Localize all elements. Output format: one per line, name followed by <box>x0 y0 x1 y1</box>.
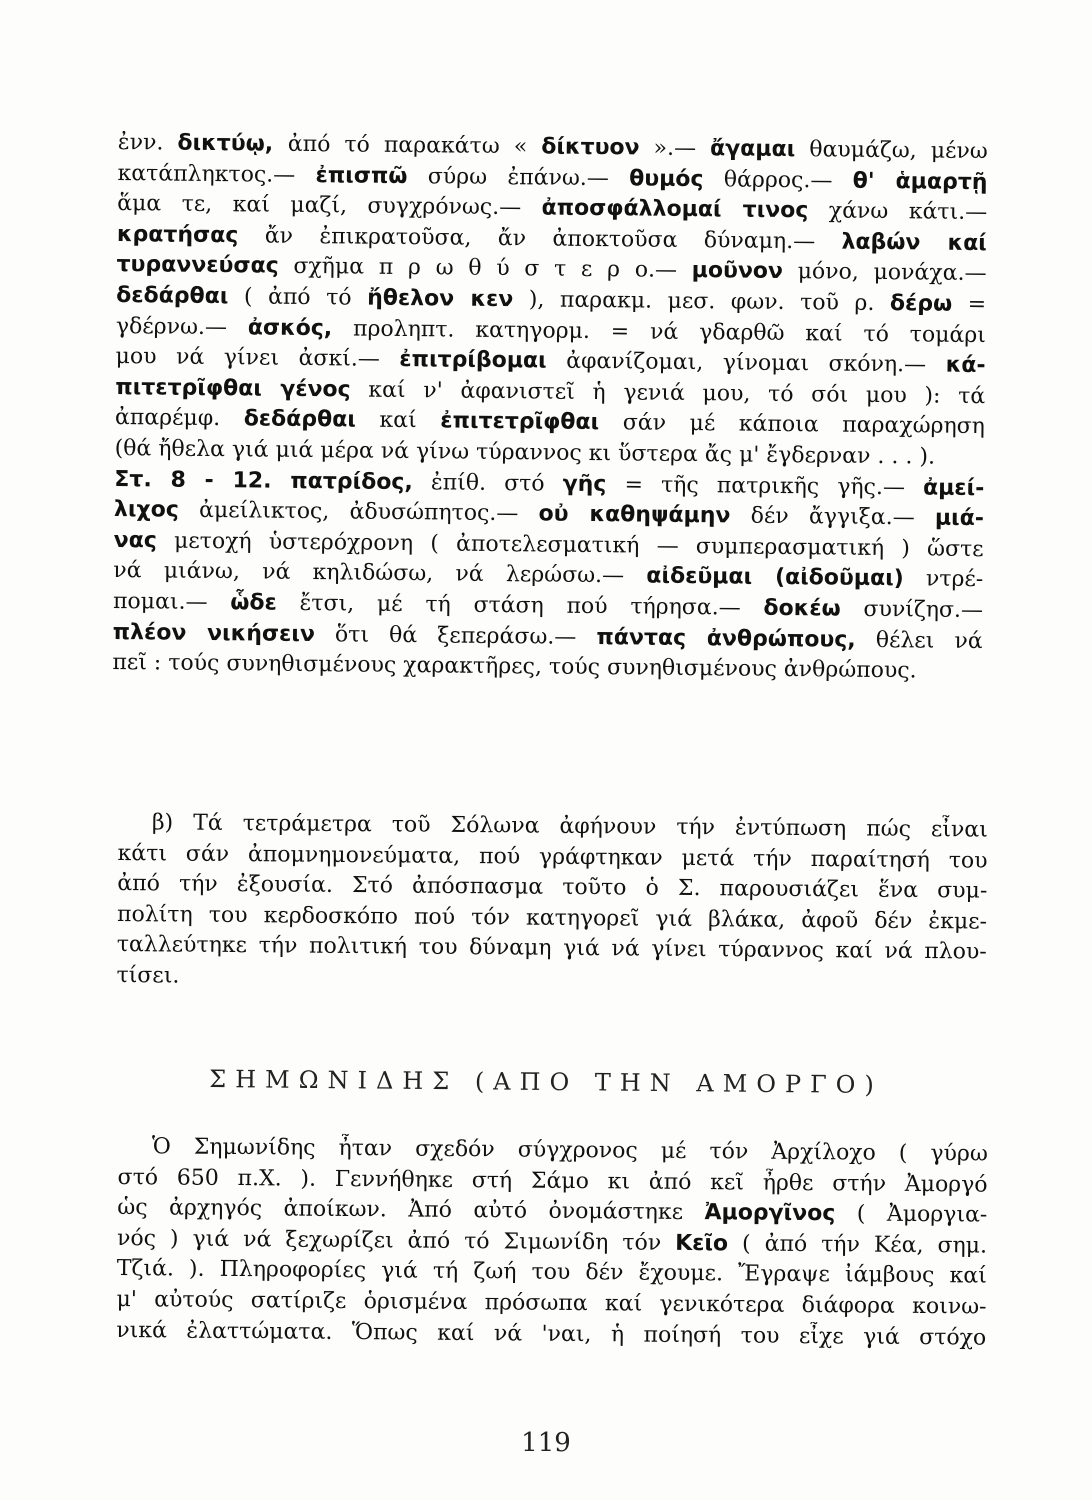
headword: αἰδεῦμαι (αἰδοῦμαι) <box>646 563 904 592</box>
headword: δεδάρθαι <box>116 282 229 310</box>
headword: δεδάρθαι <box>243 406 357 433</box>
gloss-text: πεῖ : τούς συνηθισμένους χαρακτῆρες, τούς συνηθισμένους ἀνθρώπους. <box>112 650 917 684</box>
simonides-intro <box>116 1132 988 1354</box>
headword: γῆς <box>562 471 607 497</box>
headword: νας <box>113 527 157 554</box>
headword: ἀμεί- <box>922 474 985 501</box>
gloss-text: ὡς ἀρχηγός ἀποίκων. Ἀπό αὐτό ὀνομάστηκε <box>117 1195 705 1226</box>
headword: ἐπιτετρῖφθαι <box>440 408 600 436</box>
paragraph-line: τίσει. <box>116 962 180 989</box>
gloss-text: ὅτι θά ξεπεράσω.— <box>314 621 597 650</box>
gloss-text: Τζιά. ). Πληροφορίες γιά τή ζωή του δέν ἔχουμε. Ἔγραψε ἰάμβους καί <box>116 1256 987 1289</box>
headword: δέρω <box>889 291 953 317</box>
paragraph-line: β) Τά τετράμετρα τοῦ Σόλωνα ἀφήνουν τήν ἐντύπωση πώς εἶναι <box>151 810 988 843</box>
headword: πιτετρῖφθαι γένος <box>115 374 351 403</box>
headword: πλέον νικήσειν <box>112 619 316 647</box>
gloss-text: θάρρος.— <box>703 166 853 194</box>
gloss-text: ( ἀπό τό <box>228 284 368 311</box>
gloss-text: σχῆμα π ρ ω θ ύ σ τ ε ρ ο.— <box>278 254 692 284</box>
headword: Ἀμοργῖνος <box>704 1200 836 1227</box>
paragraph-line: ἀπό τήν ἐξουσία. Στό ἀπόσπασμα τοῦτο ὁ Σ. παρουσιάζει ἕνα συμ- <box>117 871 988 904</box>
gloss-text: ἀφανίζομαι, γίνομαι σκόνη.— <box>546 348 946 378</box>
gloss-text: ἀπό τό παρακάτω « <box>287 131 542 160</box>
gloss-text: γδέρνω.— <box>115 313 248 340</box>
gloss-text: συνίζησ.— <box>840 596 984 623</box>
gloss-text: πομαι.— <box>112 588 231 616</box>
headword: ἐπιτρίβομαι <box>399 347 547 374</box>
headword: ὧδε <box>230 590 277 616</box>
headword: θυμός <box>629 165 704 192</box>
gloss-text: ἀπαρέμφ. <box>114 405 244 432</box>
gloss-text: νός ) γιά νά ξεχωρίζει ἀπό τό Σιμωνίδη τόν <box>116 1225 676 1256</box>
headword: πάντας ἀνθρώπους, <box>596 624 856 653</box>
gloss-text: σάν μέ κάποια παραχώρηση <box>599 410 986 440</box>
headword: κρατήσας <box>116 221 239 249</box>
gloss-text: = τῆς πατρικῆς γῆς.— <box>606 471 924 500</box>
paragraph-line: κάτι σάν ἀπομνημονεύματα, πού γράφτηκαν μετά τήν παραίτησή του <box>117 840 988 874</box>
headword: ἐπισπῶ <box>315 162 408 189</box>
gloss-text: προληπτ. κατηγορμ. = νά γδαρθῶ καί τό τομάρι <box>332 315 987 348</box>
gloss-text: ἄν ἐπικρατοῦσα, ἄν ἀποκτοῦσα δύναμη.— <box>238 223 842 255</box>
gloss-text: ἐπίθ. στό <box>412 469 563 497</box>
headword: δικτύῳ, <box>177 130 288 157</box>
gloss-text: καί ν' ἀφανιστεῖ ἡ γενιά μου, τό σόι μου ): τά <box>350 377 986 409</box>
glossary-notes <box>112 128 988 688</box>
paragraph-line: πολίτη του κερδοσκόπο πού τόν κατηγορεῖ γιά βλάκα, ἀφοῦ δέν ἐκμε- <box>116 901 988 935</box>
gloss-text: ἀμείλικτος, ἀδυσώπητος.— <box>178 497 539 527</box>
gloss-text: = <box>952 291 987 318</box>
headword: λιχος <box>113 497 179 523</box>
headword: ἀποσφάλλομαί τινος <box>541 195 809 224</box>
gloss-text: νικά ἐλαττώματα. Ὅπως καί νά 'ναι, ἡ ποίησή του εἶχε γιά στόχο <box>116 1317 987 1351</box>
gloss-text: μετοχή ὑστερόχρονη ( ἀποτελεσματική — συμπερασματική ) ὥστε <box>156 528 984 562</box>
headword: δίκτυον <box>541 134 640 161</box>
gloss-text: κατάπληκτος.— <box>117 160 316 188</box>
gloss-text: σύρω ἐπάνω.— <box>407 163 630 191</box>
gloss-text: ἐνν. <box>117 129 178 156</box>
gloss-text: ντρέ- <box>903 566 984 593</box>
gloss-text: μ' αὐτούς σατίριζε ὁρισμένα πρόσωπα καί γενικότερα διάφορα κοινω- <box>116 1286 987 1320</box>
gloss-text: δέν ἄγγιξα.— <box>730 503 936 531</box>
paragraph-beta <box>116 808 988 999</box>
gloss-text: μου νά γίνει ἀσκί.— <box>115 344 400 373</box>
gloss-text: ἅμα τε, καί μαζί, συγχρόνως.— <box>117 191 542 221</box>
gloss-text: (θά ἤθελα γιά μιά μέρα νά γίνω τύραννος κι ὕστερα ἄς μ' ἔγδερναν . . . ). <box>114 435 936 470</box>
gloss-text: ( ἀπό τήν Κέα, σημ. <box>728 1231 988 1259</box>
gloss-text: χάνω κάτι.— <box>808 198 988 226</box>
headword: μοῦνον <box>691 258 784 285</box>
gloss-text: ), παρακμ. μεσ. φων. τοῦ ρ. <box>513 287 891 317</box>
gloss-text: Ὁ Σημωνίδης ἦταν σχεδόν σύγχρονος μέ τόν Ἀρχίλοχο ( γύρω <box>151 1134 988 1167</box>
headword: ἀσκός, <box>247 314 333 341</box>
headword: θ' ἁμαρτῇ <box>852 168 988 195</box>
gloss-text: καί <box>355 407 441 434</box>
gloss-text: στό 650 π.Χ. ). Γεννήθηκε στή Σάμο κι ἀπό κεῖ ἦρθε στήν Ἀμοργό <box>117 1164 988 1198</box>
headword: κά- <box>945 352 986 379</box>
gloss-text: μόνο, μονάχα.— <box>782 259 987 287</box>
gloss-text: νά μιάνω, νά κηλιδώσω, νά λερώσω.— <box>113 558 647 589</box>
headword: Κεῖο <box>675 1230 729 1257</box>
headword: ἤθελον κεν <box>367 285 514 313</box>
gloss-text: θέλει νά <box>855 627 983 654</box>
headword: οὐ καθηψάμην <box>538 501 731 529</box>
gloss-text: ( Ἀμοργια- <box>835 1201 988 1228</box>
headword: μιά- <box>934 505 985 532</box>
page-number: 119 <box>521 1428 571 1458</box>
headword: λαβών καί <box>841 229 987 256</box>
paragraph-line: ταλλεύτηκε τήν πολιτική του δύναμη γιά νά γίνει τύραννος καί νά πλου- <box>116 932 987 965</box>
gloss-text: θαυμάζω, μένω <box>795 137 988 165</box>
gloss-text: ἔτσι, μέ τή στάση πού τήρησα.— <box>276 590 764 621</box>
headword: τυραννεύσας <box>116 252 279 280</box>
headword: δοκέω <box>763 595 841 622</box>
headword: ἄγαμαι <box>709 136 796 163</box>
gloss-text: ».— <box>639 135 711 162</box>
section-heading: ΣΗΜΩΝΙΔΗΣ (ΑΠΟ ΤΗΝ ΑΜΟΡΓΟ) <box>209 1065 883 1099</box>
headword: Στ. 8 - 12. πατρίδος, <box>114 466 413 495</box>
